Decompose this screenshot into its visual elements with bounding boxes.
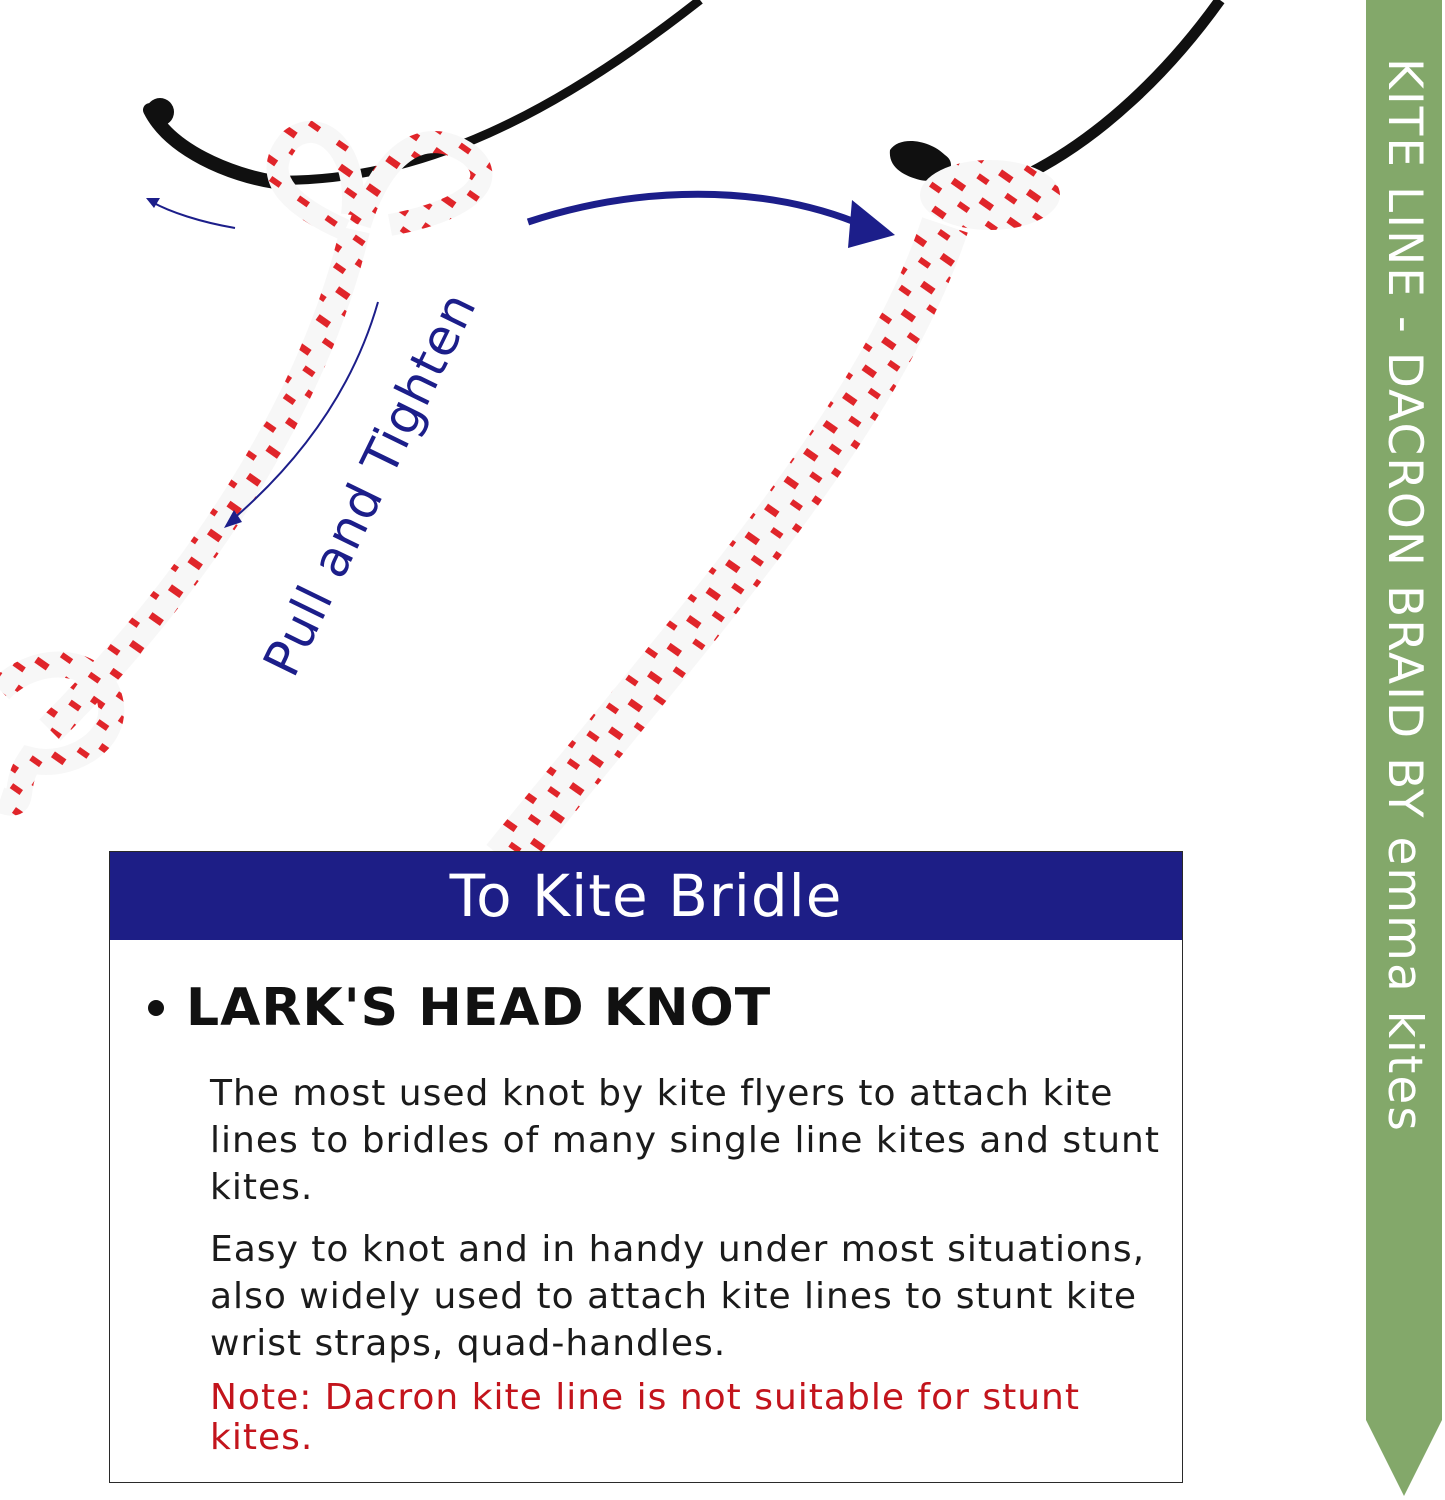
pull-tighten-label: Pull and Tighten <box>252 283 488 686</box>
back-arrow-icon <box>152 202 235 228</box>
kite-line-end-left <box>146 98 174 126</box>
side-banner <box>1366 0 1442 1500</box>
finished-knot <box>920 160 1060 230</box>
knot-description-2: Easy to knot and in handy under most situations, also widely used to attach kite lines to stunt kite wrist straps, quad-handles. <box>210 1229 1146 1364</box>
kite-line-right <box>1020 0 1220 178</box>
lark-loop-right <box>360 142 481 225</box>
suitability-note: Note: Dacron kite line is not suitable for stunt kites. <box>210 1377 1080 1458</box>
knot-description-1: The most used knot by kite flyers to attach kite lines to bridles of many single line kites and stunt kites. <box>210 1073 1160 1208</box>
knot-heading <box>148 978 771 1038</box>
card-header: To Kite Bridle <box>110 852 1182 940</box>
curved-arrow-icon <box>528 194 855 222</box>
bullet-icon <box>148 1000 164 1016</box>
bridle-rope-right <box>505 225 945 860</box>
side-banner-text: KITE LINE - DACRON BRAID BY emma kites <box>1377 58 1432 1133</box>
info-card <box>109 851 1183 1483</box>
knot-name: LARK'S HEAD KNOT <box>186 978 772 1038</box>
